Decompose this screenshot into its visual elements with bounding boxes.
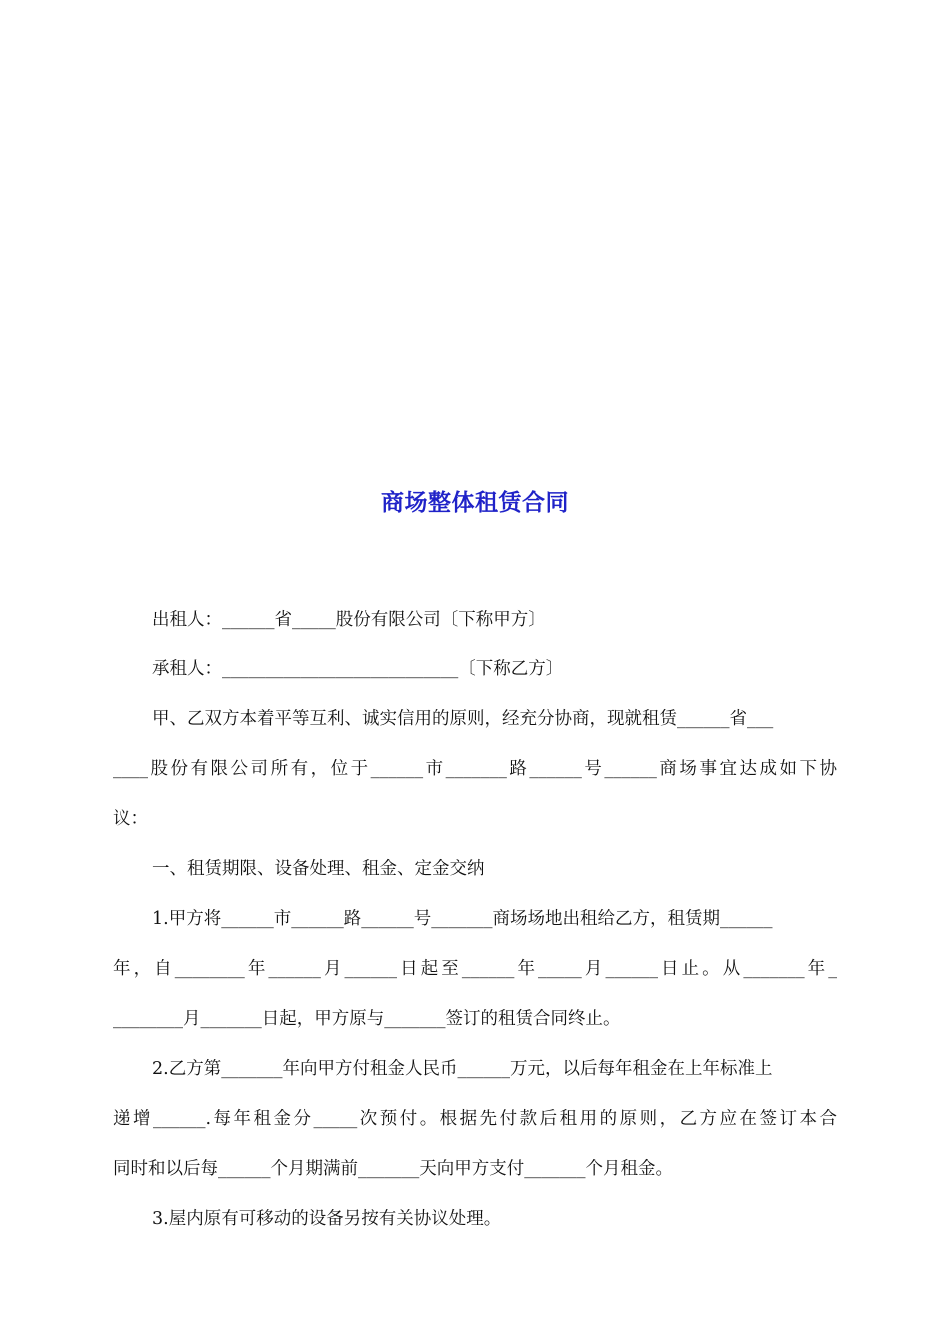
clause-1-line-2: 年，自________年______月______日起至______年_____月______日止。从_______年_ (113, 959, 837, 979)
preamble-line-1: 甲、乙双方本着平等互利、诚实信用的原则，经充分协商，现就租赁______省___ (152, 709, 774, 729)
document-title: 商场整体租赁合同 (381, 489, 569, 516)
lessee-line: 承租人：___________________________〔下称乙方〕 (152, 659, 564, 679)
preamble-line-3: 议： (113, 809, 148, 829)
preamble-line-2: ____股份有限公司所有，位于______市_______路______号______商场事宜达成如下协 (113, 759, 837, 779)
clause-3-line-1: 3.屋内原有可移动的设备另按有关协议处理。 (152, 1209, 502, 1229)
section-1-heading: 一、租赁期限、设备处理、租金、定金交纳 (152, 859, 485, 879)
clause-2-line-1: 2.乙方第_______年向甲方付租金人民币______万元，以后每年租金在上年标准上 (152, 1059, 773, 1079)
lessor-line: 出租人：______省_____股份有限公司〔下称甲方〕 (152, 610, 546, 630)
clause-2-line-2: 递增______.每年租金分_____次预付。根据先付款后租用的原则，乙方应在签订本合 (113, 1109, 837, 1129)
clause-1-line-1: 1.甲方将______市______路______号_______商场场地出租给乙方，租赁期______ (152, 909, 773, 929)
clause-2-line-3: 同时和以后每______个月期满前_______天向甲方支付_______个月租金。 (113, 1159, 673, 1179)
clause-1-line-3: ________月_______日起，甲方原与_______签订的租赁合同终止。 (113, 1009, 621, 1029)
